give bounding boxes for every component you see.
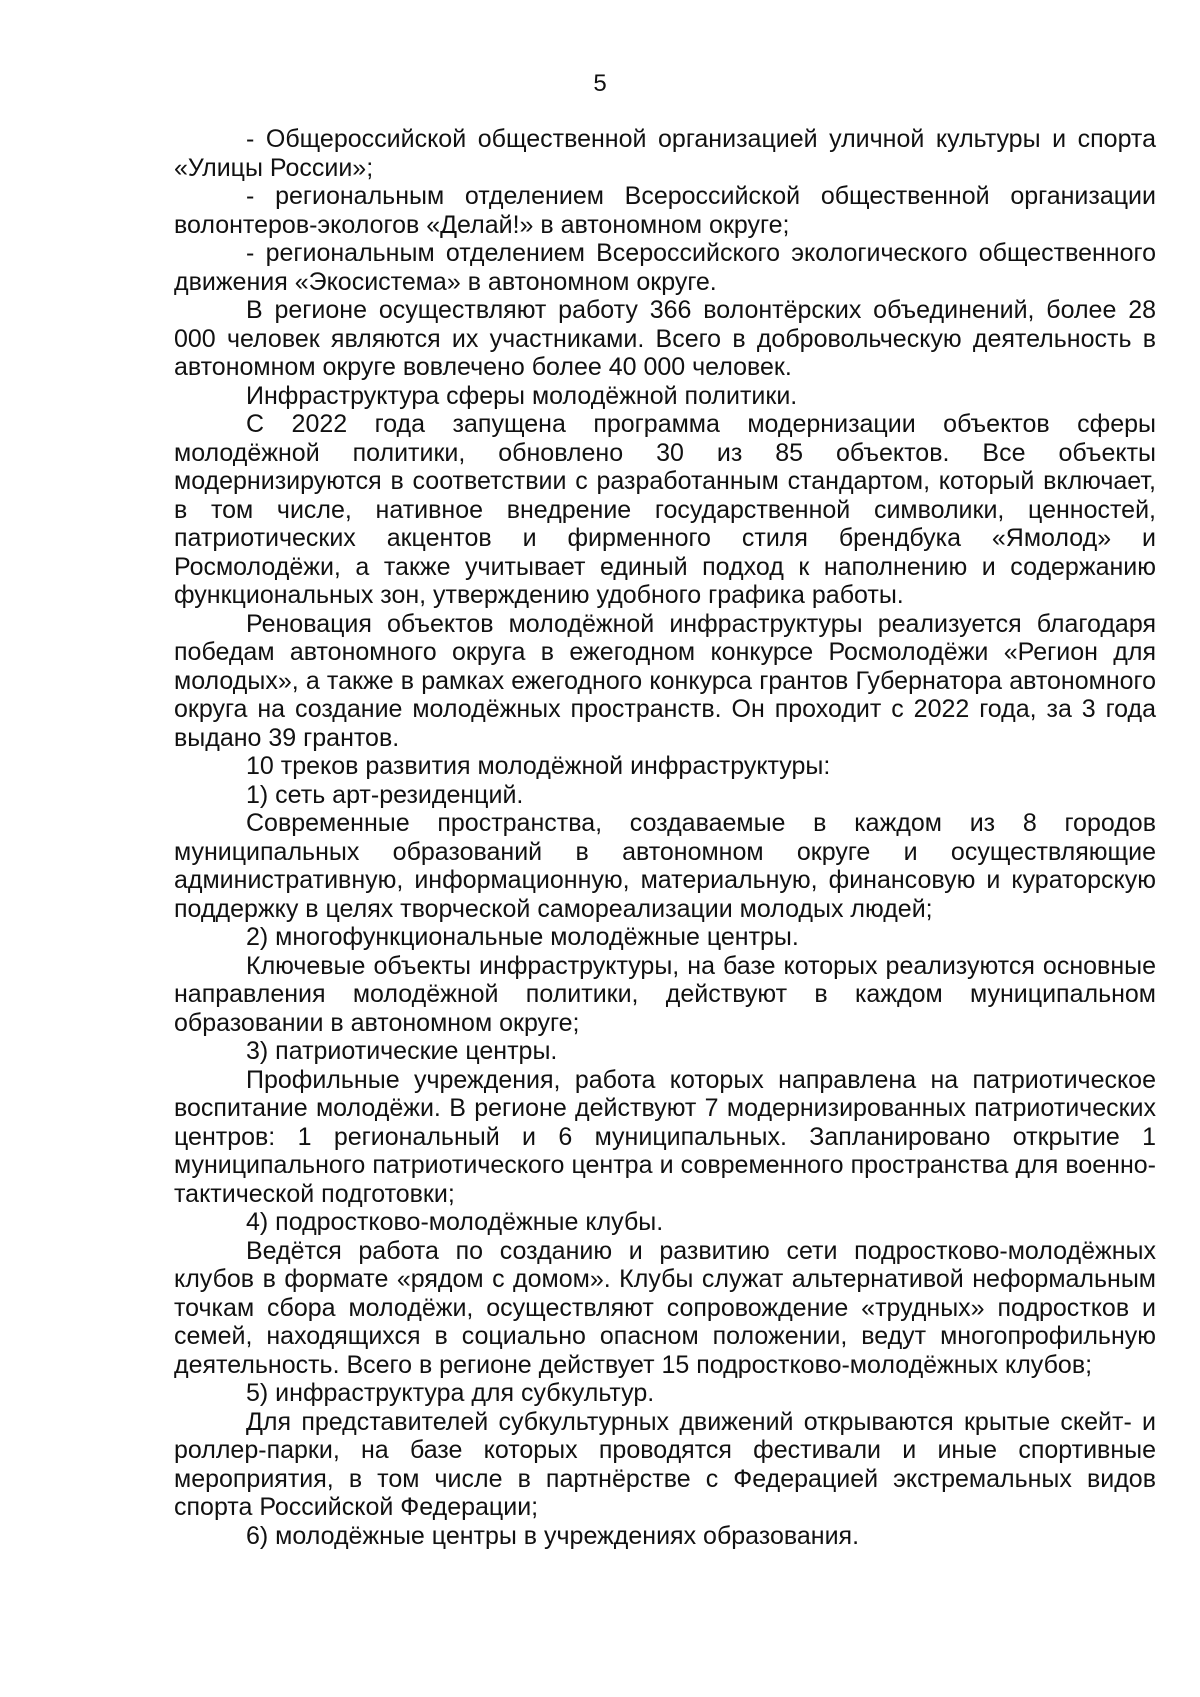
paragraph-modernization-program: С 2022 года запущена программа модернизации объектов сферы молодёжной политики, обновлено 30 из 85 объектов. Все объекты модернизируются в соответствии с разработанным стандартом, который включает, в том числе, нативное внедрение государственной символики, ценностей, патриотических акцентов и фирменного стиля брендбука «Ямолод» и Росмолодёжи, а также учитывает единый подход к наполнению и содержанию функциональных зон, утверждению удобного графика работы. — [174, 410, 1156, 609]
paragraph-tracks-heading: 10 треков развития молодёжной инфраструктуры: — [246, 752, 831, 780]
paragraph-volunteer-stats: В регионе осуществляют работу 366 волонтёрских объединений, более 28 000 человек являются их участниками. Всего в добровольческую деятельность в автономном округе вовлечено более 40 000 человек. — [174, 296, 1156, 381]
list-item-teen-clubs: 4) подростково-молодёжные клубы. — [246, 1208, 664, 1236]
list-item-education-youth-centers: 6) молодёжные центры в учреждениях образования. — [246, 1521, 860, 1550]
page-number: 5 — [593, 70, 607, 97]
paragraph-infrastructure-heading: Инфраструктура сферы молодёжной политики. — [246, 381, 798, 410]
paragraph-patriotic-centers-desc: Профильные учреждения, работа которых направлена на патриотическое воспитание молодёжи. В регионе действуют 7 модернизированных патриотических центров: 1 региональный и 6 муниципальных. Запланировано открытие 1 муниципального патриотического центра и современного пространства для военно-тактической подготовки; — [174, 1065, 1156, 1208]
document-body — [174, 125, 1156, 1550]
list-item-patriotic-centers: 3) патриотические центры. — [246, 1037, 558, 1065]
paragraph-org-ulitsy-rossii: - Общероссийской общественной организацией уличной культуры и спорта «Улицы России»; — [174, 125, 1156, 182]
paragraph-art-residences-desc: Современные пространства, создаваемые в каждом из 8 городов муниципальных образований в автономном округе и осуществляющие административную, информационную, материальную, финансовую и кураторскую поддержку в целях творческой самореализации молодых людей; — [174, 809, 1156, 923]
list-item-subculture-infrastructure: 5) инфраструктура для субкультур. — [246, 1379, 655, 1407]
paragraph-org-ekosistema: - региональным отделением Всероссийского экологического общественного движения «Экосистема» в автономном округе. — [174, 239, 1156, 296]
list-item-art-residences: 1) сеть арт-резиденций. — [246, 780, 524, 809]
paragraph-teen-clubs-desc: Ведётся работа по созданию и развитию сети подростково-молодёжных клубов в формате «рядом с домом». Клубы служат альтернативой неформальным точкам сбора молодёжи, осуществляют сопровождение «трудных» подростков и семей, находящихся в социально опасном положении, ведут многопрофильную деятельность. Всего в регионе действует 15 подростково-молодёжных клубов; — [174, 1236, 1156, 1379]
paragraph-renovation: Реновация объектов молодёжной инфраструктуры реализуется благодаря победам автономного округа в ежегодном конкурсе Росмолодёжи «Регион для молодых», а также в рамках ежегодного конкурса грантов Губернатора автономного округа на создание молодёжных пространств. Он проходит с 2022 года, за 3 года выдано 39 грантов. — [174, 609, 1156, 752]
paragraph-org-delai: - региональным отделением Всероссийской общественной организации волонтеров-экологов «Делай!» в автономном округе; — [174, 182, 1156, 239]
list-item-youth-centers: 2) многофункциональные молодёжные центры. — [246, 923, 799, 951]
paragraph-subculture-desc: Для представителей субкультурных движений открываются крытые скейт- и роллер-парки, на базе которых проводятся фестивали и иные спортивные мероприятия, в том числе в партнёрстве с Федерацией экстремальных видов спорта Российской Федерации; — [174, 1407, 1156, 1521]
paragraph-youth-centers-desc: Ключевые объекты инфраструктуры, на базе которых реализуются основные направления молодёжной политики, действуют в каждом муниципальном образовании в автономном округе; — [174, 951, 1156, 1037]
